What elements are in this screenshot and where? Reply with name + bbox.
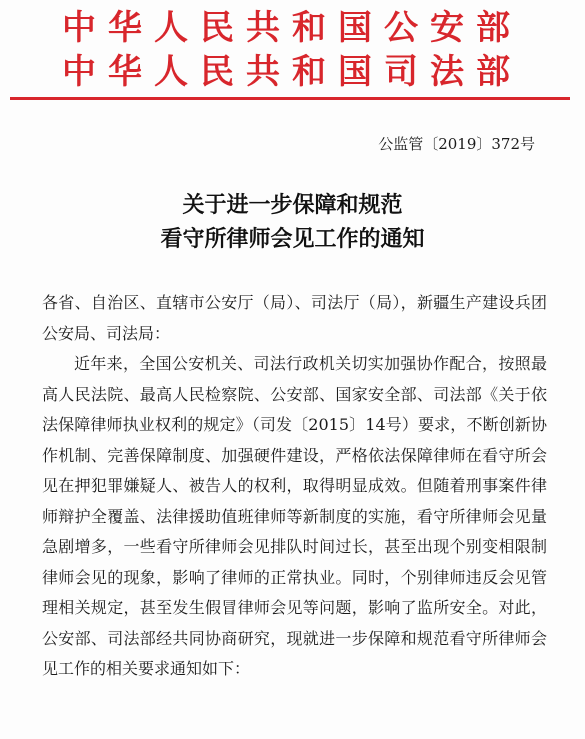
letterhead (22, 6, 562, 94)
document-body (42, 288, 547, 685)
addressee-paragraph: 各省、自治区、直辖市公安厅（局）、司法厅（局），新疆生产建设兵团公安局、司法局： (42, 293, 547, 343)
document-title-line-2: 看守所律师会见工作的通知 (160, 227, 425, 252)
body-paragraph-1: 近年来，全国公安机关、司法行政机关切实加强协作配合，按照最高人民法院、最高人民检察院、公安部、国家安全部、司法部《关于依法保障律师执业权利的规定》（司发〔2015〕14号）要求，不断创新协作机制、完善保障制度、加强硬件建设，严格依法保障律师在看守所会见在押犯罪嫌疑人、被告人的权利，取得明显成效。但随着刑事案件律师辩护全覆盖、法律援助值班律师等新制度的实施，看守所律师会见量急剧增多，一些看守所律师会见排队时间过长，甚至出现个别变相限制律师会见的现象，影响了律师的正常执业。同时，个别律师违反会见管理相关规定，甚至发生假冒律师会见等问题，影响了监所安全。对此，公安部、司法部经共同协商研究，现就进一步保障和规范看守所律师会见工作的相关要求通知如下： (42, 354, 547, 678)
issuer-line-justice: 中华人民共和国司法部 (62, 52, 522, 92)
letterhead-red-rule (10, 97, 570, 100)
document-number: 公监管〔2019〕372号 (378, 135, 535, 153)
document-title-line-1: 关于进一步保障和规范 (182, 193, 403, 218)
issuer-line-public-security: 中华人民共和国公安部 (62, 8, 522, 48)
